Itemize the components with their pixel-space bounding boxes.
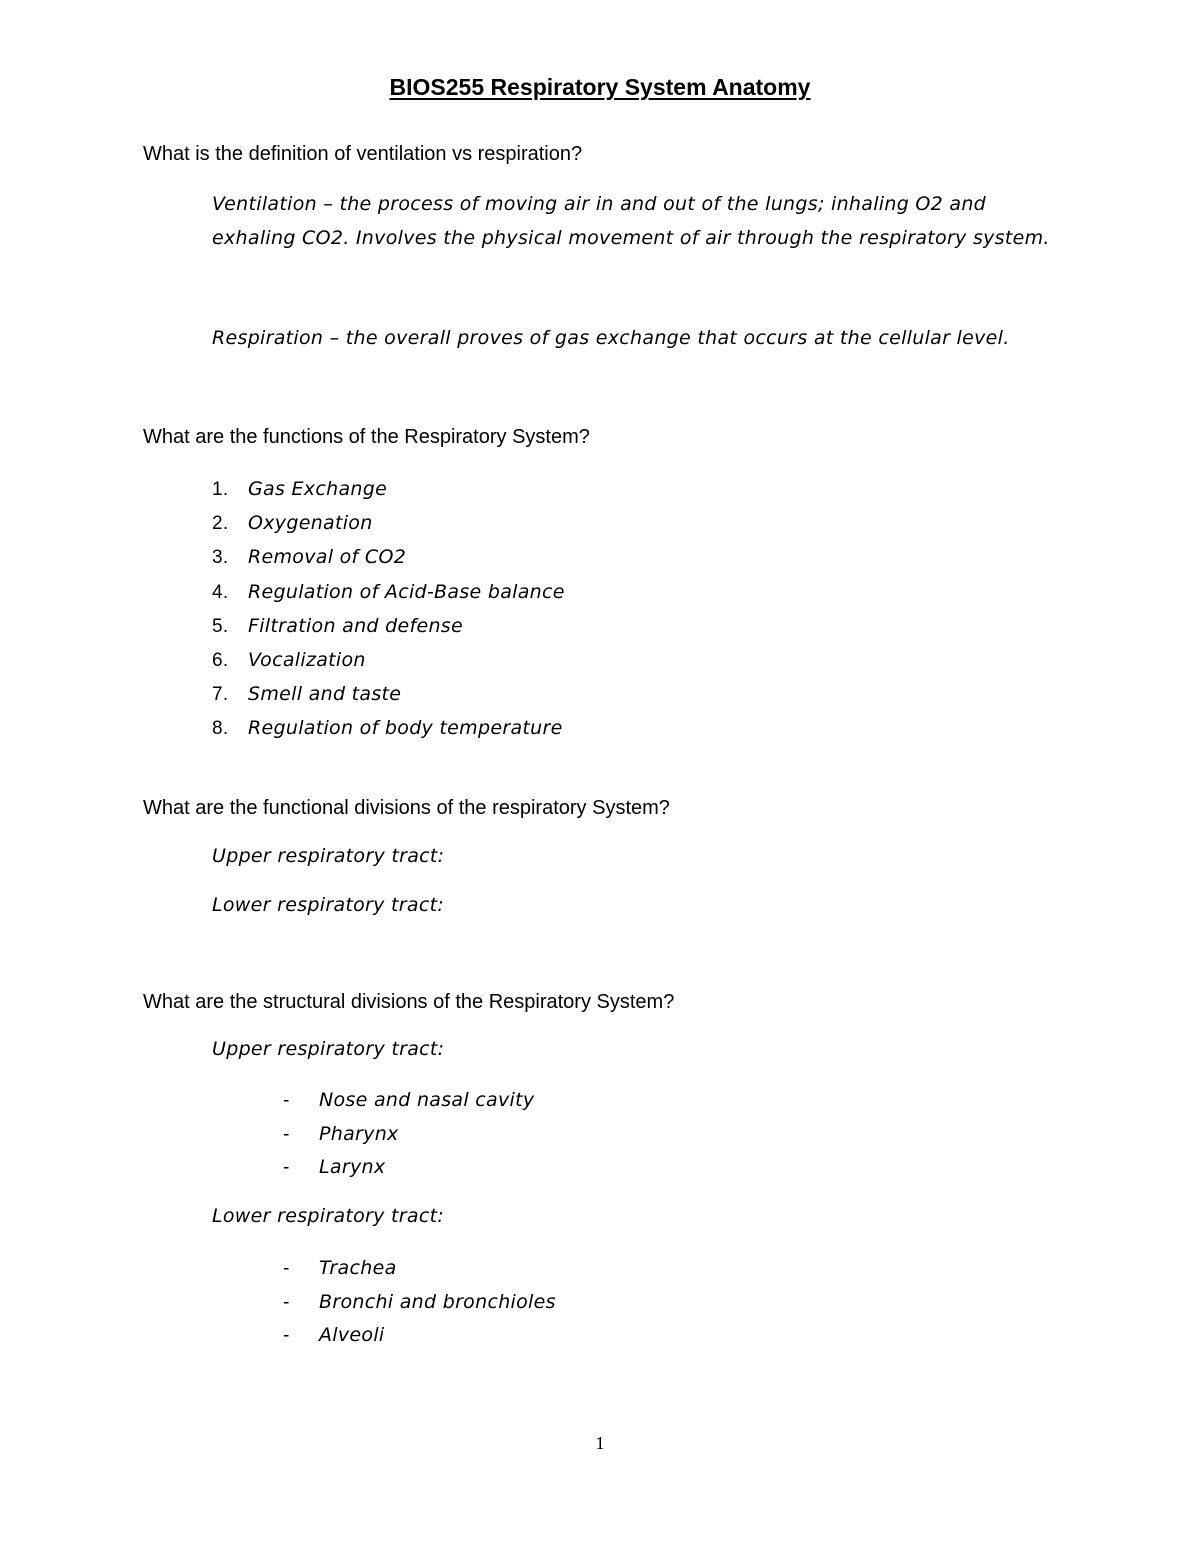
upper-tract-list <box>283 1084 534 1185</box>
list-item <box>212 472 565 506</box>
question-functions: What are the functions of the Respiratory System? <box>143 426 590 448</box>
list-item <box>283 1151 534 1185</box>
list-item-dash: - <box>283 1090 290 1111</box>
functional-upper-tract-label: Upper respiratory tract: <box>212 845 445 867</box>
list-item-dash: - <box>283 1291 290 1313</box>
list-item-text: Gas Exchange <box>248 478 388 500</box>
list-item-text: Removal of CO2 <box>248 546 407 569</box>
list-item-number: 1. <box>212 479 229 500</box>
lower-tract-list <box>283 1252 556 1353</box>
list-item-text: Nose and nasal cavity <box>319 1089 535 1111</box>
list-item-dash: - <box>283 1258 290 1279</box>
list-item-number: 6. <box>212 649 229 671</box>
list-item <box>283 1084 534 1118</box>
list-item <box>212 643 565 677</box>
list-item-text: Regulation of Acid-Base balance <box>248 580 565 603</box>
list-item <box>212 609 565 643</box>
list-item-text: Oxygenation <box>248 512 373 535</box>
list-item <box>283 1319 556 1353</box>
functions-list <box>212 472 565 746</box>
question-structural-divisions: What are the structural divisions of the Respiratory System? <box>143 991 675 1013</box>
list-item-text: Bronchi and bronchioles <box>319 1290 556 1313</box>
list-item-text: Alveoli <box>319 1324 385 1347</box>
list-item-text: Regulation of body temperature <box>248 717 563 740</box>
list-item-number: 4. <box>212 581 229 603</box>
list-item <box>283 1118 534 1152</box>
page-number: 1 <box>595 1433 605 1453</box>
list-item <box>212 540 565 574</box>
list-item-text: Smell and taste <box>248 683 402 706</box>
list-item <box>283 1252 556 1286</box>
list-item-dash: - <box>283 1325 290 1347</box>
list-item <box>212 575 565 609</box>
list-item-text: Filtration and defense <box>248 614 463 637</box>
list-item-number: 2. <box>212 513 229 535</box>
list-item-dash: - <box>283 1123 290 1145</box>
list-item-number: 8. <box>212 718 229 740</box>
question-functional-divisions: What are the functional divisions of the respiratory System? <box>143 797 670 819</box>
question-ventilation-vs-respiration: What is the definition of ventilation vs respiration? <box>143 143 583 165</box>
answer-ventilation: Ventilation – the process of moving air in and out of the lungs; inhaling O2 and exhaling CO2. Involves the physical movement of air through the respiratory system. <box>212 193 1050 249</box>
structural-upper-tract-label: Upper respiratory tract: <box>212 1038 445 1060</box>
list-item-text: Larynx <box>319 1156 386 1179</box>
list-item <box>212 711 565 745</box>
answer-respiration: Respiration – the overall proves of gas exchange that occurs at the cellular level. <box>212 327 1010 349</box>
list-item-number: 5. <box>212 615 229 637</box>
document-title: BIOS255 Respiratory System Anatomy <box>389 74 811 100</box>
functional-lower-tract-label: Lower respiratory tract: <box>212 894 445 916</box>
structural-lower-tract-label: Lower respiratory tract: <box>212 1205 445 1227</box>
list-item-text: Vocalization <box>248 648 366 671</box>
list-item <box>283 1286 556 1320</box>
list-item-text: Pharynx <box>319 1122 399 1145</box>
list-item-number: 3. <box>212 547 229 569</box>
list-item <box>212 677 565 711</box>
list-item-dash: - <box>283 1157 290 1179</box>
list-item-text: Trachea <box>319 1257 397 1279</box>
list-item <box>212 506 565 540</box>
list-item-number: 7. <box>212 684 229 706</box>
